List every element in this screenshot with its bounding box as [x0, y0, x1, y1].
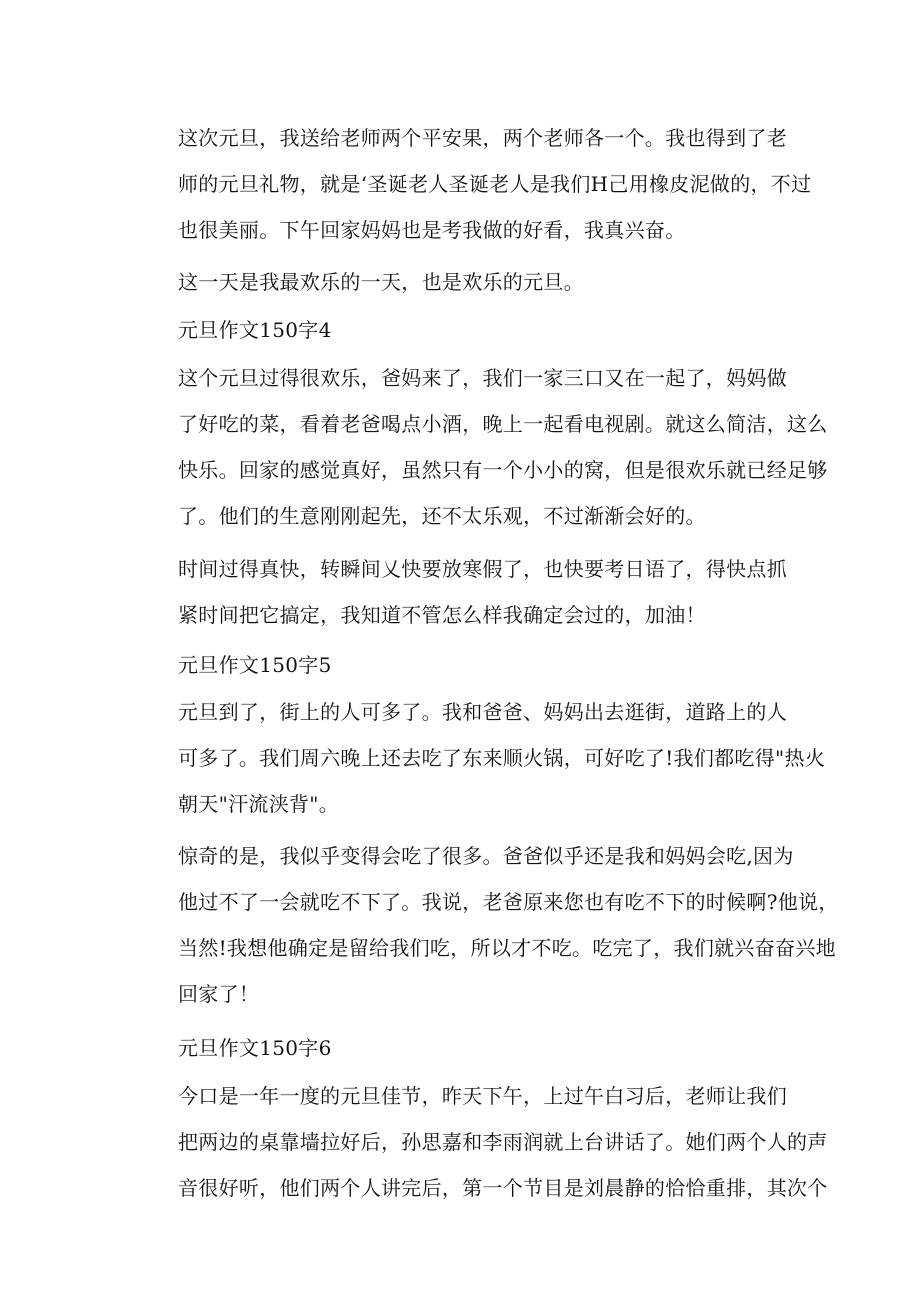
text-line: 这一天是我最欢乐的一天，也是欢乐的元旦。 — [178, 270, 584, 294]
paragraph-eating — [138, 833, 839, 1017]
text-line: 这个元旦过得很欢乐，爸妈来了，我们一家三口又在一起了，妈妈做 — [178, 366, 787, 390]
text-line: 快乐。回家的感觉真好，虽然只有一个小小的窝，但是很欢乐就已经足够 — [178, 458, 828, 482]
text-line: 惊奇的是，我似乎变得会吃了很多。爸爸似乎还是我和妈妈会吃,因为 — [178, 844, 794, 868]
paragraph-time-flies — [138, 546, 788, 638]
section-heading-4 — [138, 307, 788, 353]
text-line: 朝天"汗流浃背"。 — [178, 792, 340, 816]
paragraph-parents-came — [138, 355, 828, 539]
text-line: 师的元旦礼物，就是‘圣诞老人圣诞老人是我们H己用橡皮泥做的，不过 — [178, 172, 812, 196]
text-line: 时间过得真快，转瞬间乂快要放寒假了，也快要考日语了，得快点抓 — [178, 557, 787, 581]
text-line: 回家了！ — [178, 982, 260, 1006]
text-line: 元旦到了，街上的人可多了。我和爸爸、妈妈出去逛街，道路上的人 — [178, 700, 787, 724]
section-heading-6 — [138, 1025, 788, 1071]
paragraph-festival — [138, 1073, 828, 1211]
text-line: 今口是一年一度的元旦佳节，昨天下午，上过午白习后，老师让我们 — [178, 1084, 787, 1108]
text-line: 了。他们的生意刚刚起先，还不太乐观，不过渐渐会好的。 — [178, 504, 706, 528]
section-heading-5 — [138, 642, 788, 688]
text-line: 这次元旦，我送给老师两个平安果，两个老师各一个。我也得到了老 — [178, 126, 787, 150]
paragraph-gift — [138, 115, 812, 253]
heading-text: 元旦作文150字4 — [178, 318, 332, 342]
text-line: 了好吃的菜，看着老爸喝点小酒，晚上一起看电视剧。就这么简洁，这么 — [178, 412, 828, 436]
text-line: 当然!我想他确定是留给我们吃，所以才不吃。吃完了，我们就兴奋奋兴地 — [178, 936, 836, 960]
text-line: 把两边的桌靠墙拉好后，孙思嘉和李雨润就上台讲话了。她们两个人的声 — [178, 1130, 828, 1154]
text-line: 可多了。我们周六晚上还去吃了东来顺火锅，可好吃了!我们都吃得"热火 — [178, 746, 826, 770]
paragraph-happy-day — [138, 259, 788, 305]
text-line: 音很好听，他们两个人讲完后，第一个节目是刘晨静的恰恰重排，其次个 — [178, 1176, 828, 1200]
paragraph-street — [138, 689, 826, 827]
heading-text: 元旦作文150字6 — [178, 1036, 332, 1060]
text-line: 也很美丽。下午回家妈妈也是考我做的好看，我真兴奋。 — [178, 218, 686, 242]
text-line: 他过不了一会就吃不下了。我说，老爸原来您也有吃不下的时候啊?他说， — [178, 890, 839, 914]
text-line: 紧时间把它搞定，我知道不管怎么样我确定会过的，加油！ — [178, 603, 706, 627]
heading-text: 元旦作文150字5 — [178, 653, 332, 677]
